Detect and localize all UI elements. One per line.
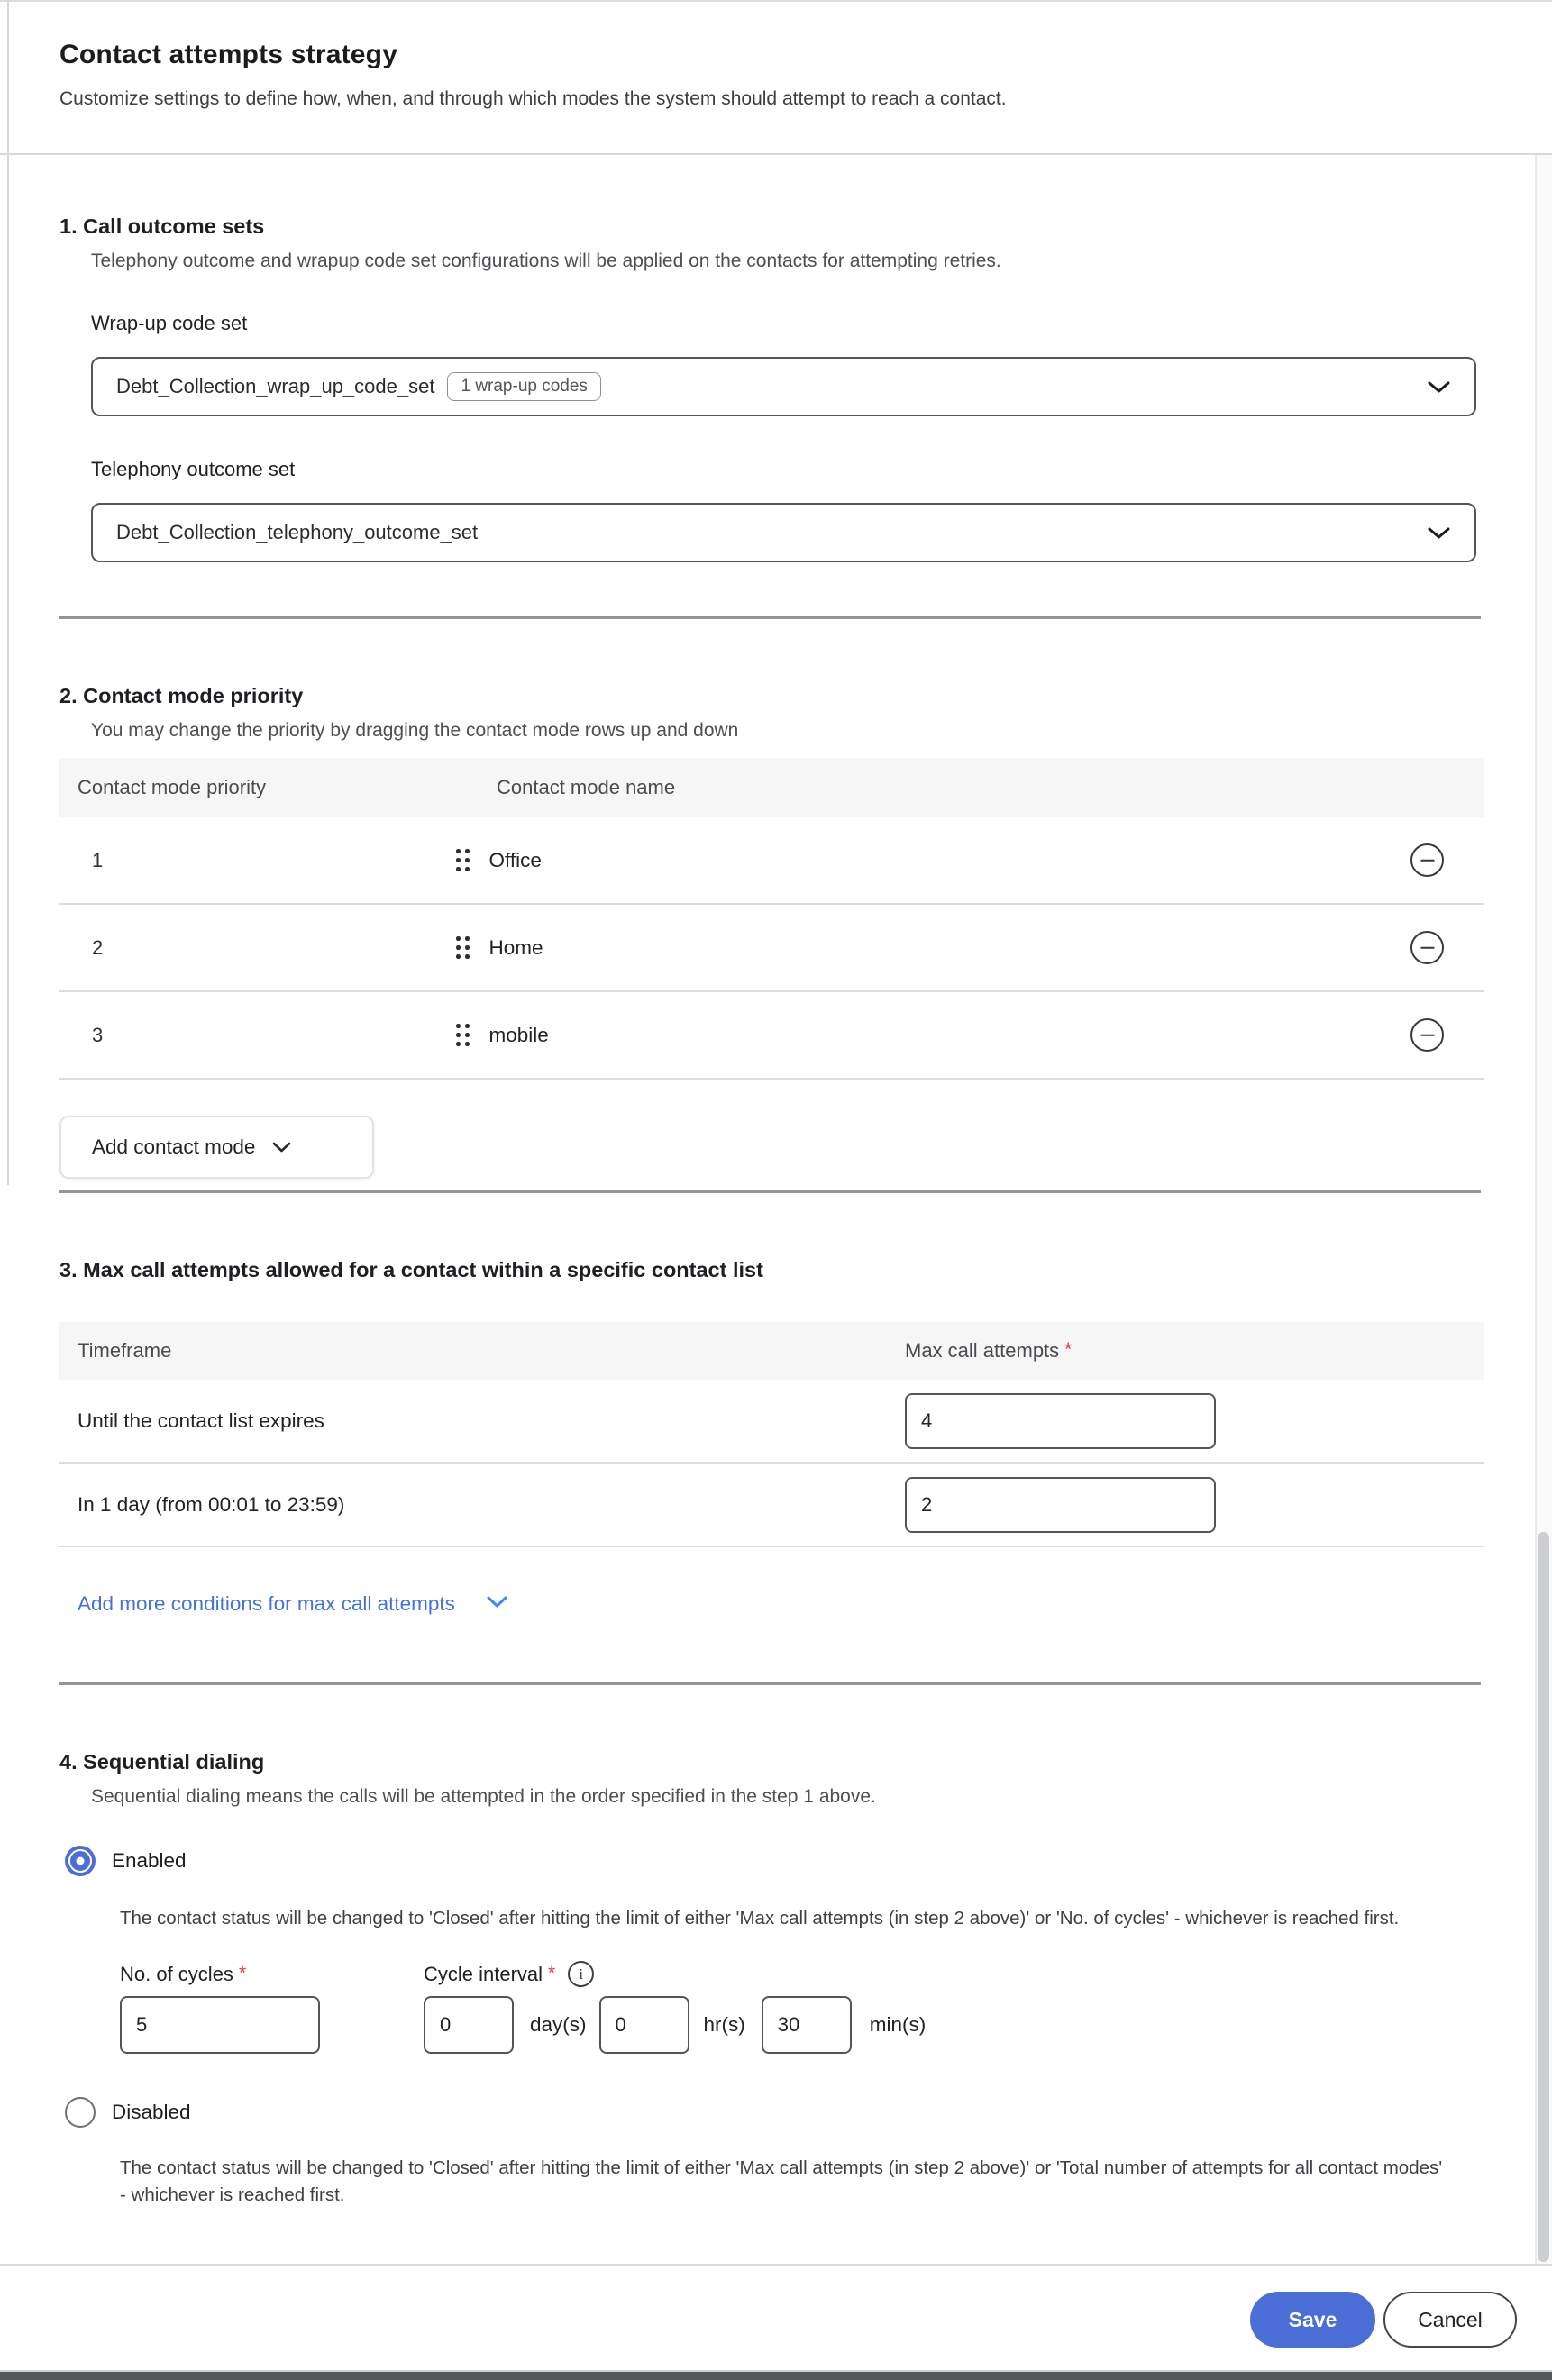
interval-minutes-input[interactable] — [762, 1996, 852, 2054]
section-divider — [59, 1190, 1481, 1193]
page-subtitle: Customize settings to define how, when, and through which modes the system should attempt to reach a contact. — [59, 88, 1007, 109]
contact-mode-name: Office — [488, 848, 542, 871]
add-contact-mode-button[interactable] — [59, 1116, 374, 1179]
column-header-mode-name: Contact mode name — [497, 776, 676, 798]
chevron-down-icon — [486, 1595, 508, 1613]
telephony-outcome-set-label: Telephony outcome set — [91, 458, 296, 480]
enabled-radio-label: Enabled — [112, 1849, 187, 1872]
chevron-down-icon — [1427, 379, 1451, 395]
enabled-radio-selected[interactable] — [65, 1846, 96, 1876]
remove-contact-mode-button[interactable] — [1410, 931, 1444, 964]
max-attempts-table — [59, 1322, 1484, 1547]
days-unit-label: day(s) — [530, 2013, 587, 2036]
drag-handle-icon[interactable] — [456, 936, 470, 959]
page-title: Contact attempts strategy — [59, 40, 398, 69]
enabled-radio-row — [65, 1846, 1498, 1876]
bottom-edge-strip — [0, 2372, 1552, 2380]
wrapup-code-set-dropdown[interactable] — [91, 357, 1476, 416]
chevron-down-icon — [271, 1135, 292, 1159]
timeframe-label: In 1 day (from 00:01 to 23:59) — [78, 1492, 345, 1516]
contact-mode-table — [59, 758, 1484, 1080]
footer-action-bar — [0, 2264, 1552, 2380]
main-content — [0, 214, 1552, 2209]
section-call-outcome-sets — [59, 214, 1498, 619]
panel-left-border — [7, 0, 9, 1185]
section-sequential-dialing — [59, 1750, 1498, 2209]
priority-value: 1 — [92, 848, 104, 871]
top-border — [0, 0, 1552, 2]
priority-value: 3 — [92, 1023, 104, 1046]
required-asterisk: * — [1064, 1339, 1073, 1360]
disabled-radio-row — [65, 2097, 1498, 2128]
wrapup-codes-count-badge: 1 wrap-up codes — [447, 372, 600, 401]
section-divider — [59, 616, 1481, 619]
enabled-note: The contact status will be changed to 'Closed' after hitting the limit of either 'Max call attempts (in step 2 above)' or 'No. of cycles' - whichever is reached first. — [120, 1908, 1400, 1929]
remove-contact-mode-button[interactable] — [1410, 843, 1444, 877]
cycle-inputs-row — [120, 1996, 1498, 2054]
column-header-max-attempts: Max call attempts * — [905, 1339, 1073, 1362]
required-asterisk: * — [548, 1962, 556, 1983]
info-icon[interactable]: i — [568, 1961, 594, 1987]
max-attempts-table-header — [59, 1322, 1484, 1380]
wrapup-code-set-label: Wrap-up code set — [91, 312, 248, 334]
contact-mode-row[interactable] — [59, 905, 1484, 992]
drag-handle-icon[interactable] — [456, 1024, 470, 1046]
cancel-button[interactable]: Cancel — [1383, 2292, 1517, 2348]
required-asterisk: * — [238, 1962, 247, 1983]
drag-handle-icon[interactable] — [456, 849, 470, 871]
section-divider — [59, 1682, 1481, 1685]
interval-days-input[interactable] — [424, 1996, 514, 2054]
telephony-outcome-set-value: Debt_Collection_telephony_outcome_set — [116, 521, 479, 543]
max-attempts-input[interactable] — [905, 1477, 1216, 1533]
column-header-priority: Contact mode priority — [78, 776, 267, 798]
cycle-interval-label: Cycle interval * — [424, 1962, 556, 1985]
section-4-description: Sequential dialing means the calls will be attempted in the order specified in the step 1 above. — [91, 1786, 876, 1807]
section-1-heading: 1. Call outcome sets — [59, 214, 265, 238]
max-attempts-row — [59, 1464, 1484, 1547]
section-1-description: Telephony outcome and wrapup code set configurations will be applied on the contacts for attempting retries. — [91, 251, 1001, 271]
scrollbar-thumb[interactable] — [1538, 1532, 1549, 2262]
disabled-radio-unselected[interactable] — [65, 2097, 96, 2128]
section-4-heading: 4. Sequential dialing — [59, 1750, 265, 1774]
add-more-conditions-link[interactable] — [78, 1592, 1498, 1616]
column-header-timeframe: Timeframe — [78, 1339, 172, 1362]
telephony-outcome-set-dropdown[interactable] — [91, 503, 1476, 562]
remove-contact-mode-button[interactable] — [1410, 1018, 1444, 1052]
wrapup-code-set-value: Debt_Collection_wrap_up_code_set — [116, 375, 435, 397]
contact-mode-name: mobile — [488, 1023, 549, 1046]
contact-mode-row[interactable] — [59, 992, 1484, 1080]
hours-unit-label: hr(s) — [703, 2013, 745, 2036]
add-more-conditions-label: Add more conditions for max call attempts — [78, 1592, 455, 1615]
contact-mode-table-header — [59, 758, 1484, 817]
interval-hours-input[interactable] — [599, 1996, 689, 2054]
max-attempts-row — [59, 1380, 1484, 1464]
save-button[interactable]: Save — [1250, 2292, 1375, 2348]
max-attempts-input[interactable] — [905, 1393, 1216, 1449]
section-contact-mode-priority — [59, 684, 1498, 1193]
no-of-cycles-input[interactable] — [120, 1996, 320, 2054]
section-2-heading: 2. Contact mode priority — [59, 684, 304, 707]
disabled-note: The contact status will be changed to 'Closed' after hitting the limit of either 'Max call attempts (in step 2 above)' or 'Total number of attempts for all contact modes' - whichever is reached first. — [120, 2157, 1443, 2205]
chevron-down-icon — [1427, 525, 1451, 541]
contact-mode-row[interactable] — [59, 817, 1484, 905]
minutes-unit-label: min(s) — [869, 2013, 927, 2036]
section-3-heading: 3. Max call attempts allowed for a contact within a specific contact list — [59, 1258, 763, 1281]
page-header — [0, 0, 1552, 155]
no-of-cycles-label: No. of cycles * — [120, 1962, 247, 1985]
timeframe-label: Until the contact list expires — [78, 1409, 324, 1432]
contact-mode-name: Home — [488, 935, 543, 959]
priority-value: 2 — [92, 935, 104, 959]
cycle-labels-row — [120, 1961, 1498, 1987]
section-max-call-attempts — [59, 1258, 1498, 1685]
add-contact-mode-label: Add contact mode — [92, 1135, 256, 1158]
section-2-description: You may change the priority by dragging the contact mode rows up and down — [91, 720, 739, 741]
disabled-radio-label: Disabled — [112, 2101, 191, 2123]
